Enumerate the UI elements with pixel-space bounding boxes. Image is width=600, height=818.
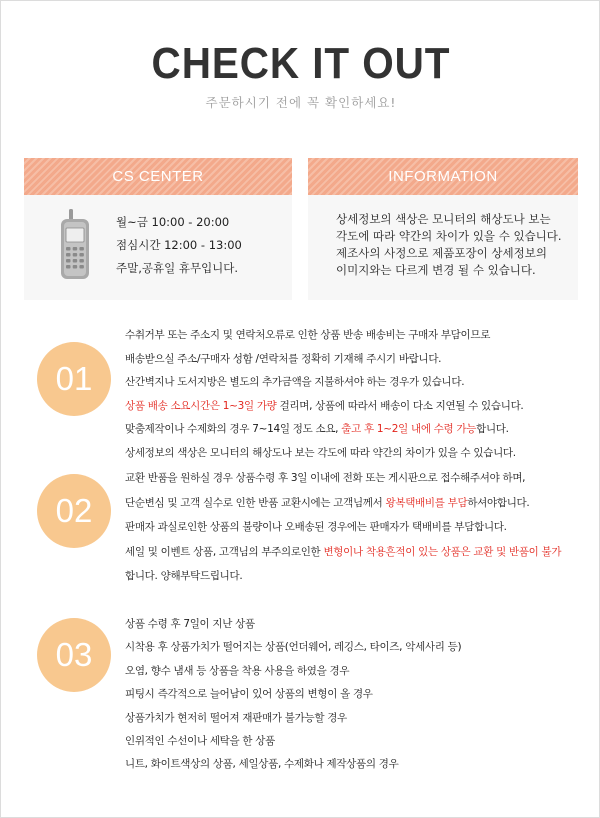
section-lines xyxy=(125,466,561,589)
cs-center-heading: CS CENTER xyxy=(24,158,292,195)
section-lines xyxy=(125,324,523,466)
notice-line: 산간벽지나 도서지방은 별도의 추가금액을 지불하셔야 하는 경우가 있습니다. xyxy=(125,376,465,389)
notice-line: 피팅시 즉각적으로 늘어남이 있어 상품의 변형이 올 경우 xyxy=(125,688,373,701)
notice-line: 교환 반품을 원하실 경우 상품수령 후 3일 이내에 전화 또는 게시판으로 접수해주셔야 하며, xyxy=(125,472,526,484)
information-box xyxy=(308,158,578,300)
information-text xyxy=(336,211,562,279)
section-number-badge: 01 xyxy=(37,342,111,416)
notice-line: 세일 및 이벤트 상품, 고객님의 부주의로인한 변형이나 착용흔적이 있는 상품은 교환 및 반품이 불가 xyxy=(125,545,562,558)
notice-line: 오염, 향수 냄새 등 상품을 착용 사용을 하였을 경우 xyxy=(125,664,350,677)
information-line: 상세정보의 색상은 모니터의 해상도나 보는 xyxy=(336,212,551,226)
information-line: 제조사의 사정으로 제품포장이 상세정보의 xyxy=(336,246,547,260)
notice-line: 상품 배송 소요시간은 1~3일 가량 걸리며, 상품에 따라서 배송이 다소 지연될 수 있습니다. xyxy=(125,399,524,412)
information-line: 이미지와는 다르게 변경 될 수 있습니다. xyxy=(336,263,536,277)
notice-line: 상품가치가 현저히 떨어져 재판매가 불가능할 경우 xyxy=(125,711,347,724)
notice-line: 맞춤제작이나 수제화의 경우 7~14일 정도 소요, 출고 후 1~2일 내에 수령 가능합니다. xyxy=(125,423,509,436)
information-heading: INFORMATION xyxy=(308,158,578,195)
notice-line: 니트, 화이트색상의 상품, 세일상품, 수제화나 제작상품의 경우 xyxy=(125,758,399,771)
notice-line: 상세정보의 색상은 모니터의 해상도나 보는 각도에 따라 약간의 차이가 있을 수 있습니다. xyxy=(125,446,516,459)
notice-line: 판매자 과실로인한 상품의 불량이나 오배송된 경우에는 판매자가 택배비를 부담합니다. xyxy=(125,521,507,533)
notice-line: 인위적인 수선이나 세탁을 한 상품 xyxy=(125,735,275,748)
cs-hours-holiday: 주말,공휴일 휴무입니다. xyxy=(116,261,239,275)
notice-line: 수취거부 또는 주소지 및 연락처오류로 인한 상품 반송 배송비는 구매자 부담이므로 xyxy=(125,329,491,341)
section-number-badge: 03 xyxy=(37,618,111,692)
page-subtitle: 주문하시기 전에 꼭 확인하세요! xyxy=(205,95,397,110)
notice-line: 단순변심 및 고객 실수로 인한 반품 교환시에는 고객님께서 왕복택배비를 부담하셔야합니다. xyxy=(125,496,530,509)
section-lines xyxy=(125,613,461,777)
notice-line: 시착용 후 상품가치가 떨어지는 상품(언더웨어, 레깅스, 타이즈, 악세사리 등) xyxy=(125,641,462,654)
notice-line: 배송받으실 주소/구매자 성함 /연락처를 정확히 기재해 주시기 바랍니다. xyxy=(125,352,442,365)
cs-center-body xyxy=(24,195,292,300)
page-title: CHECK IT OUT xyxy=(151,39,451,88)
section-number-badge: 02 xyxy=(37,474,111,548)
notice-line: 상품 수령 후 7일이 지난 상품 xyxy=(125,618,255,630)
cs-center-hours xyxy=(116,211,242,280)
cs-hours-weekday: 월~금 10:00 - 20:00 xyxy=(116,215,230,229)
notice-line: 합니다. 양해부탁드립니다. xyxy=(125,570,243,582)
information-body xyxy=(308,195,578,300)
cs-hours-lunch: 점심시간 12:00 - 13:00 xyxy=(116,238,242,252)
phone-icon xyxy=(60,209,90,281)
information-line: 각도에 따라 약간의 차이가 있을 수 있습니다. xyxy=(336,229,562,243)
cs-center-box xyxy=(24,158,292,300)
